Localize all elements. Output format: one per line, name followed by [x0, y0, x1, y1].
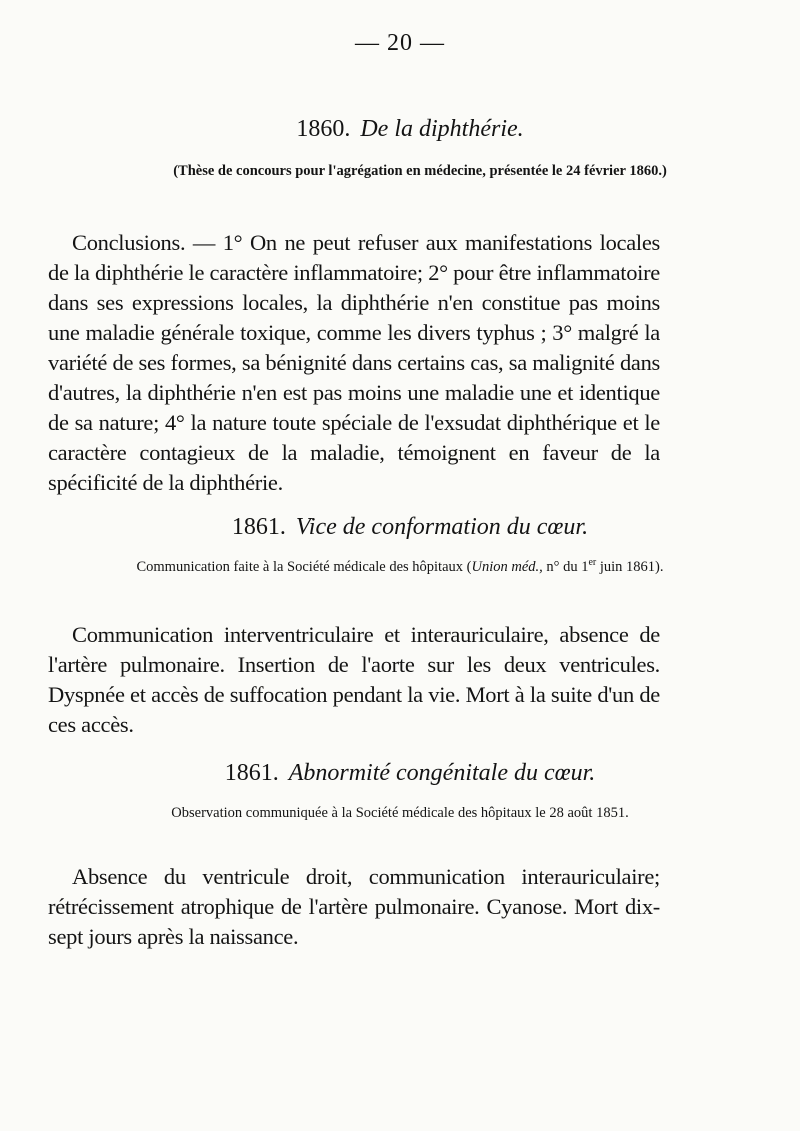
note-suffix: juin 1861).	[596, 558, 664, 575]
note-prefix: Communication faite à la Société médicale des hôpitaux (	[136, 558, 472, 575]
section-heading	[0, 116, 800, 143]
section-note: (Thèse de concours pour l'agrégation en médecine, présentée le 24 février 1860.)	[173, 163, 667, 179]
section-year: 1861.	[231, 514, 286, 540]
section-paragraph: Conclusions. — 1° On ne peut refuser aux manifestations locales de la diphthérie le caractère inflammatoire; 2° pour être inflammatoire dans ses expressions locales, la diphthérie n'en constitue pas moins une maladie générale toxique, comme les divers typhus ; 3° malgré la variété de ses formes, sa bénignité dans certains cas, sa malignité dans d'autres, la diphthérie n'en est pas moins une maladie une et identique de sa nature; 4° la nature toute spéciale de l'exsudat diphthérique et le caractère contagieux de la maladie, témoignent en faveur de la spécificité de la diphthérie.	[48, 230, 660, 495]
note-superscript: er	[588, 557, 597, 568]
section-title: Vice de conformation du cœur.	[295, 514, 589, 540]
section-heading	[0, 760, 800, 787]
section-title: Abnormité congénitale du cœur.	[288, 760, 596, 786]
section-heading	[0, 514, 800, 541]
section-year: 1860.	[296, 116, 351, 142]
section-note	[0, 557, 800, 576]
section-year: 1861.	[224, 760, 279, 786]
section-title: De la diphthérie.	[360, 116, 524, 142]
section-paragraph: Absence du ventricule droit, communication interauriculaire; rétrécissement atrophique de l'artère pulmonaire. Cyanose. Mort dix-sept jours après la naissance.	[48, 864, 660, 949]
note-mid: n° du 1	[542, 558, 589, 575]
page-number: — 20 —	[355, 30, 445, 56]
section-note: Observation communiquée à la Société médicale des hôpitaux le 28 août 1851.	[171, 805, 629, 821]
note-journal: Union méd.,	[471, 558, 543, 575]
section-paragraph: Communication interventriculaire et interauriculaire, absence de l'artère pulmonaire. Insertion de l'aorte sur les deux ventricules. Dyspnée et accès de suffocation pendant la vie. Mort à la suite d'un de ces accès.	[48, 622, 660, 737]
